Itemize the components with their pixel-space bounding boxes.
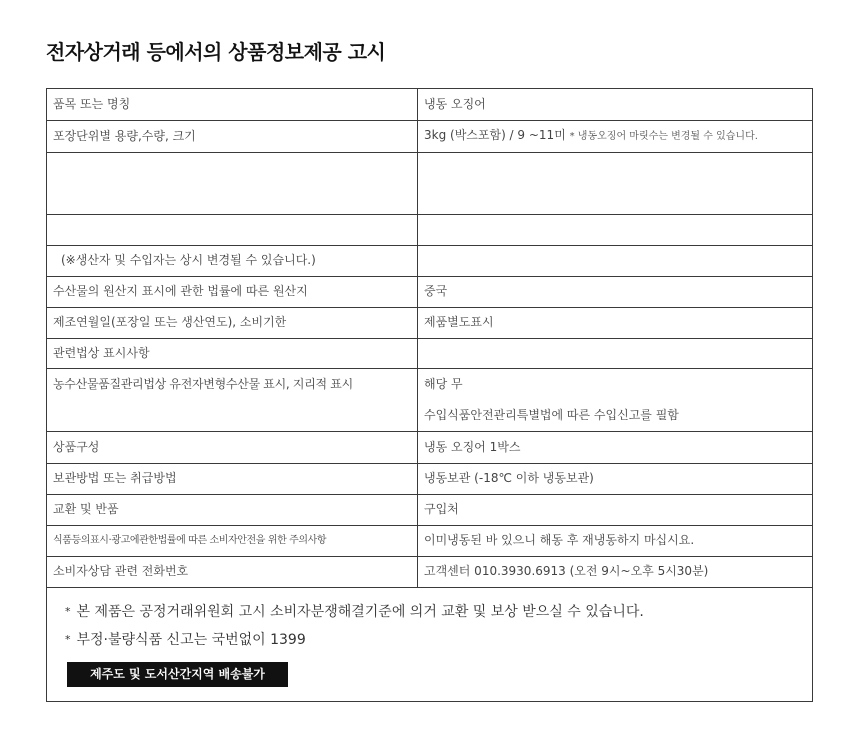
row-label: 교환 및 반품 [47, 494, 418, 525]
row-label: 농수산물품질관리법상 유전자변형수산물 표시, 지리적 표시 [47, 368, 418, 431]
row-value [418, 245, 814, 276]
product-info-table [47, 89, 813, 588]
star-icon: * [65, 633, 71, 646]
row-label: 제조연월일(포장일 또는 생산연도), 소비기한 [47, 307, 418, 338]
row-label: 보관방법 또는 취급방법 [47, 463, 418, 494]
row-label [47, 214, 418, 245]
table-row [47, 368, 813, 431]
row-label: 포장단위별 용량,수량, 크기 [47, 120, 418, 152]
row-label: 수산물의 원산지 표시에 관한 법률에 따른 원산지 [47, 276, 418, 307]
row-label: (※생산자 및 수입자는 상시 변경될 수 있습니다.) [47, 245, 418, 276]
import-value: 수입식품안전관리특별법에 따른 수입신고를 필함 [424, 407, 679, 422]
row-value: 냉동보관 (-18℃ 이하 냉동보관) [418, 463, 814, 494]
row-value: 중국 [418, 276, 814, 307]
row-value [418, 120, 814, 152]
row-value: 제품별도표시 [418, 307, 814, 338]
table-row [47, 120, 813, 152]
row-value: 이미냉동된 바 있으니 해동 후 재냉동하지 마십시요. [418, 525, 814, 556]
table-row [47, 463, 813, 494]
table-row [47, 214, 813, 245]
gmo-value: 해당 무 [424, 376, 463, 391]
table-row [47, 525, 813, 556]
row-value [418, 368, 814, 431]
row-value [418, 214, 814, 245]
size-value: 3kg (박스포함) / 9 ~11미 [424, 128, 566, 142]
table-row [47, 245, 813, 276]
row-value: 냉동 오징어 1박스 [418, 431, 814, 463]
report-note-text: 부정·불량식품 신고는 국번없이 1399 [76, 632, 306, 648]
shipping-restriction-badge: 제주도 및 도서산간지역 배송불가 [67, 662, 288, 687]
size-note: * 냉동오징어 마릿수는 변경될 수 있습니다. [569, 131, 758, 142]
table-row [47, 152, 813, 214]
table-row [47, 556, 813, 587]
table-row [47, 338, 813, 368]
table-row [47, 89, 813, 120]
row-value: 냉동 오징어 [418, 89, 814, 120]
exchange-note-text: 본 제품은 공정거래위원회 고시 소비자분쟁해결기준에 의거 교환 및 보상 받으실 수 있습니다. [76, 604, 644, 620]
row-label: 품목 또는 명칭 [47, 89, 418, 120]
table-row [47, 276, 813, 307]
product-info-box [46, 88, 813, 702]
row-label [47, 152, 418, 214]
report-note [65, 629, 306, 649]
exchange-note [65, 601, 644, 621]
page-title: 전자상거래 등에서의 상품정보제공 고시 [46, 40, 386, 64]
row-value: 고객센터 010.3930.6913 (오전 9시~오후 5시30분) [418, 556, 814, 587]
table-row [47, 431, 813, 463]
row-label: 소비자상담 관련 전화번호 [47, 556, 418, 587]
row-value [418, 338, 814, 368]
row-value: 구입처 [418, 494, 814, 525]
star-icon: * [65, 605, 71, 618]
row-label: 식품등의표시·광고에관한법률에 따른 소비자안전을 위한 주의사항 [47, 525, 418, 556]
row-label: 관련법상 표시사항 [47, 338, 418, 368]
row-value [418, 152, 814, 214]
table-row [47, 494, 813, 525]
table-row [47, 307, 813, 338]
row-label: 상품구성 [47, 431, 418, 463]
